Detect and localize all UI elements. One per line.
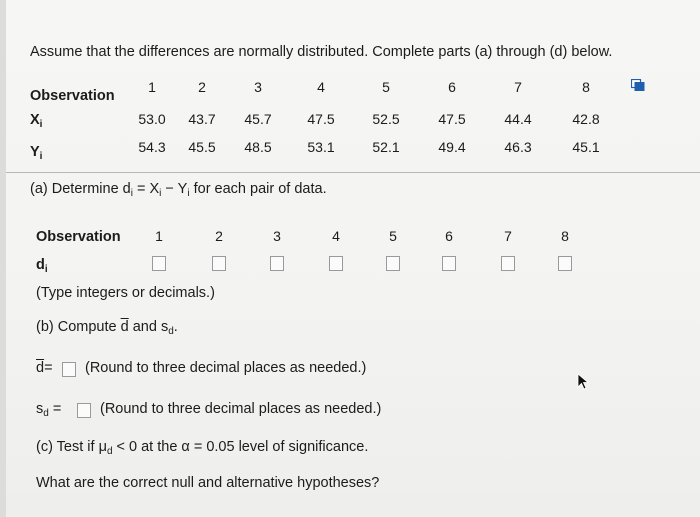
sd-hint: (Round to three decimal places as needed.) bbox=[100, 401, 382, 417]
observation-number: 3 bbox=[254, 79, 262, 95]
x-value-cell: 53.0 bbox=[138, 111, 166, 127]
copy-icon[interactable] bbox=[631, 79, 645, 91]
dbar-hint: (Round to three decimal places as needed.) bbox=[85, 360, 367, 376]
observation-number: 6 bbox=[445, 228, 453, 244]
y-value-cell: 54.3 bbox=[138, 139, 166, 155]
y-value-cell: 45.5 bbox=[188, 139, 216, 155]
x-value-cell: 44.4 bbox=[504, 111, 532, 127]
x-value-cell: 52.5 bbox=[372, 111, 400, 127]
part-b-prompt: (b) Compute $\overline{d}$ and $s_d$. bbox=[36, 319, 178, 337]
d-label: $d_i$ bbox=[36, 257, 48, 275]
observation-number: 4 bbox=[317, 79, 325, 95]
question-intro: Assume that the differences are normally distributed. Complete parts (a) through (d) below. bbox=[30, 44, 613, 60]
d-input-2[interactable] bbox=[212, 256, 226, 271]
y-value-cell: 45.1 bbox=[572, 139, 600, 155]
dbar-label: $\overline{d}=$ bbox=[36, 360, 53, 376]
part-c-question: What are the correct null and alternative hypotheses? bbox=[36, 475, 380, 491]
observation-number: 8 bbox=[582, 79, 590, 95]
observation-number: 7 bbox=[504, 228, 512, 244]
d-input-8[interactable] bbox=[558, 256, 572, 271]
d-input-5[interactable] bbox=[386, 256, 400, 271]
observation-number: 1 bbox=[155, 228, 163, 244]
divider bbox=[6, 172, 700, 173]
d-input-3[interactable] bbox=[270, 256, 284, 271]
observation-number: 4 bbox=[332, 228, 340, 244]
observation-number: 3 bbox=[273, 228, 281, 244]
sd-input[interactable] bbox=[77, 403, 91, 418]
observation-number: 2 bbox=[198, 79, 206, 95]
dbar-input[interactable] bbox=[62, 362, 76, 377]
observation-number: 8 bbox=[561, 228, 569, 244]
observation-number: 6 bbox=[448, 79, 456, 95]
observation-number: 1 bbox=[148, 79, 156, 95]
x-value-cell: 47.5 bbox=[438, 111, 466, 127]
y-value-cell: 46.3 bbox=[504, 139, 532, 155]
table-row-header: Observation bbox=[30, 88, 115, 104]
part-a-hint: (Type integers or decimals.) bbox=[36, 285, 215, 301]
x-value-cell: 42.8 bbox=[572, 111, 600, 127]
y-value-cell: 49.4 bbox=[438, 139, 466, 155]
y-value-cell: 48.5 bbox=[244, 139, 272, 155]
x-value-cell: 45.7 bbox=[244, 111, 272, 127]
observation-number: 5 bbox=[389, 228, 397, 244]
part-a-prompt: (a) Determine $d_i = X_i - Y_i$ for each pair of data. bbox=[30, 181, 327, 199]
d-input-6[interactable] bbox=[442, 256, 456, 271]
observation-number: 7 bbox=[514, 79, 522, 95]
part-a-row-header: Observation bbox=[36, 229, 121, 245]
question-panel bbox=[6, 0, 700, 517]
d-input-4[interactable] bbox=[329, 256, 343, 271]
y-value-cell: 53.1 bbox=[307, 139, 335, 155]
d-input-1[interactable] bbox=[152, 256, 166, 271]
x-value-cell: 47.5 bbox=[307, 111, 335, 127]
x-value-cell: 43.7 bbox=[188, 111, 216, 127]
observation-number: 5 bbox=[382, 79, 390, 95]
part-c-prompt: (c) Test if $\mu_d < 0$ at the α = 0.05 level of significance. bbox=[36, 439, 369, 457]
y-value-cell: 52.1 bbox=[372, 139, 400, 155]
observation-number: 2 bbox=[215, 228, 223, 244]
y-label: $Y_i$ bbox=[30, 144, 43, 162]
x-label: $X_i$ bbox=[30, 112, 43, 130]
sd-label: $s_d$ = bbox=[36, 401, 62, 419]
mouse-cursor-icon bbox=[574, 372, 592, 390]
d-input-7[interactable] bbox=[501, 256, 515, 271]
